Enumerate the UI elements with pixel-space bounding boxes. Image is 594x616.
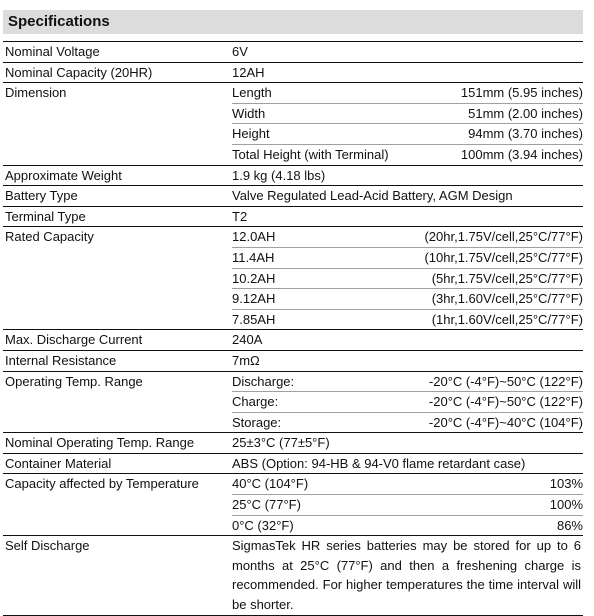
- spec-subrow: [232, 145, 583, 165]
- spec-subrow-key: 10.2AH: [232, 270, 276, 286]
- spec-subrow-value: 103%: [549, 476, 583, 492]
- spec-label: Max. Discharge Current: [5, 332, 143, 348]
- spec-row: [3, 330, 583, 351]
- spec-row: [3, 433, 583, 454]
- spec-value-text: 12AH: [232, 64, 265, 80]
- spec-subrow-key: Height: [232, 126, 270, 142]
- spec-subrow: [232, 310, 583, 330]
- spec-value: [232, 351, 583, 371]
- spec-value-text: 1.9 kg (4.18 lbs): [232, 167, 326, 183]
- spec-subrow-key: 12.0AH: [232, 229, 276, 245]
- spec-value: [232, 227, 583, 329]
- spec-table: [3, 41, 583, 616]
- spec-subrow-value: (20hr,1.75V/cell,25°C/77°F): [424, 229, 583, 245]
- spec-subrow-value: (5hr,1.75V/cell,25°C/77°F): [431, 270, 583, 286]
- spec-subrow: [232, 474, 583, 495]
- spec-label: Container Material: [5, 455, 112, 471]
- spec-row: [3, 83, 583, 165]
- spec-value: [232, 63, 583, 83]
- spec-row: [3, 42, 583, 63]
- spec-label: Internal Resistance: [5, 352, 117, 368]
- spec-subrow: [232, 413, 583, 433]
- spec-subrow-key: 9.12AH: [232, 291, 276, 307]
- spec-label: Operating Temp. Range: [5, 373, 143, 389]
- spec-subrow-value: -20°C (-4°F)~50°C (122°F): [428, 373, 583, 389]
- spec-value: [232, 42, 583, 62]
- spec-subrow-value: (1hr,1.60V/cell,25°C/77°F): [431, 311, 583, 327]
- spec-subrow: [232, 124, 583, 145]
- spec-label: Dimension: [5, 85, 67, 101]
- spec-label: Battery Type: [5, 188, 78, 204]
- spec-subrow-value: 51mm (2.00 inches): [468, 105, 583, 121]
- spec-subrow-key: Charge:: [232, 394, 279, 410]
- spec-subrow-value: -20°C (-4°F)~50°C (122°F): [428, 394, 583, 410]
- spec-subrow: [232, 372, 583, 393]
- spec-subrow-key: Length: [232, 85, 272, 101]
- spec-row: [3, 536, 583, 615]
- spec-subrow: [232, 495, 583, 516]
- spec-subrow-key: 11.4AH: [232, 249, 275, 265]
- spec-subrow-value: 86%: [556, 517, 583, 533]
- spec-row: [3, 186, 583, 207]
- spec-value-text: T2: [232, 208, 248, 224]
- spec-value: [232, 186, 583, 206]
- section-header: [3, 10, 583, 34]
- spec-subrow-key: Discharge:: [232, 373, 295, 389]
- spec-value: [232, 474, 583, 535]
- spec-subrow-value: 94mm (3.70 inches): [468, 126, 583, 142]
- spec-subrow-key: 25°C (77°F): [232, 497, 301, 513]
- spec-paragraph: SigmasTek HR series batteries may be stored for up to 6 months at 25°C (77°F) and then a freshening charge is recommended. For higher temperatures the time interval will be shorter.: [232, 538, 581, 613]
- spec-value: [232, 433, 583, 453]
- spec-value-text: 240A: [232, 332, 263, 348]
- spec-subrow-key: 0°C (32°F): [232, 517, 294, 533]
- spec-row: [3, 166, 583, 187]
- spec-subrow-value: (3hr,1.60V/cell,25°C/77°F): [431, 291, 583, 307]
- spec-subrow: [232, 392, 583, 413]
- spec-row: [3, 207, 583, 228]
- spec-label: Nominal Capacity (20HR): [5, 64, 153, 80]
- spec-label: Self Discharge: [5, 538, 90, 554]
- spec-subrow-key: 7.85AH: [232, 311, 276, 327]
- spec-value-text: 7mΩ: [232, 352, 260, 368]
- spec-label: Capacity affected by Temperature: [5, 476, 199, 492]
- spec-subrow-value: -20°C (-4°F)~40°C (104°F): [428, 414, 583, 430]
- spec-label: Nominal Operating Temp. Range: [5, 435, 195, 451]
- spec-subrow-key: Width: [232, 105, 266, 121]
- spec-subrow: [232, 227, 583, 248]
- spec-subrow-value: (10hr,1.75V/cell,25°C/77°F): [424, 249, 583, 265]
- spec-subrow: [232, 248, 583, 269]
- spec-value-text: ABS (Option: 94-HB & 94-V0 flame retardant case): [232, 455, 526, 471]
- spec-subrow-value: 151mm (5.95 inches): [460, 85, 583, 101]
- spec-subrow: [232, 516, 583, 536]
- spec-label: Approximate Weight: [5, 167, 122, 183]
- spec-subrow-value: 100%: [549, 497, 583, 513]
- spec-value-text: 6V: [232, 44, 248, 59]
- spec-subrow: [232, 83, 583, 104]
- spec-label: Rated Capacity: [5, 229, 94, 245]
- spec-row: [3, 372, 583, 434]
- spec-value: [232, 330, 583, 350]
- spec-row: [3, 454, 583, 475]
- spec-subrow: [232, 269, 583, 290]
- spec-row: [3, 351, 583, 372]
- spec-subrow-value: 100mm (3.94 inches): [460, 146, 583, 162]
- spec-value: [232, 454, 583, 474]
- spec-row: [3, 63, 583, 84]
- spec-subrow-key: Storage:: [232, 414, 282, 430]
- spec-value: [232, 83, 583, 164]
- spec-row: [3, 227, 583, 330]
- spec-value: [232, 372, 583, 433]
- spec-subrow: [232, 289, 583, 310]
- spec-subrow-key: Total Height (with Terminal): [232, 146, 389, 162]
- spec-label: Terminal Type: [5, 208, 86, 224]
- spec-value: [232, 207, 583, 227]
- spec-subrow: [232, 104, 583, 125]
- spec-value-text: Valve Regulated Lead-Acid Battery, AGM Design: [232, 188, 513, 204]
- section-title: Specifications: [8, 13, 110, 30]
- spec-label: Nominal Voltage: [5, 44, 100, 59]
- spec-value: [232, 536, 583, 614]
- spec-value: [232, 166, 583, 186]
- spec-value-text: 25±3°C (77±5°F): [232, 435, 330, 451]
- spec-subrow-key: 40°C (104°F): [232, 476, 309, 492]
- spec-row: [3, 474, 583, 536]
